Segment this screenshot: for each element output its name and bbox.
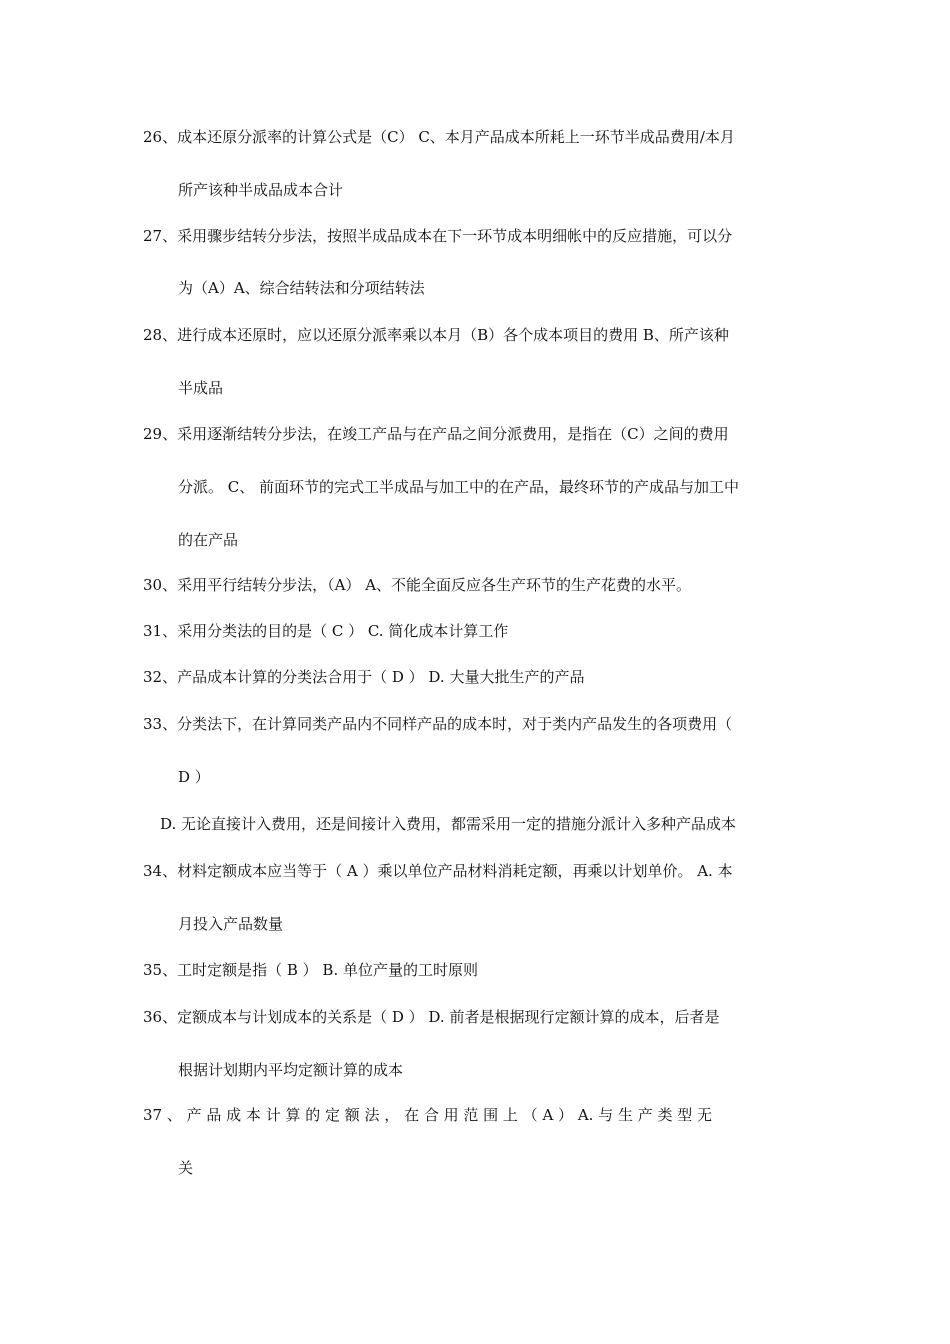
q31-line1: 31、采用分类法的目的是（ C ） C. 简化成本计算工作 <box>143 622 509 640</box>
q34-line2: 月投入产品数量 <box>178 915 284 933</box>
q36-line2: 根据计划期内平均定额计算的成本 <box>178 1061 404 1079</box>
q37-line2: 关 <box>178 1159 194 1177</box>
q35-line1: 35、工时定额是指（ B ） B. 单位产量的工时原则 <box>143 961 478 979</box>
q34-line1: 34、材料定额成本应当等于（ A ）乘以单位产品材料消耗定额，再乘以计划单价。 A. 本 <box>143 862 733 880</box>
q26-line1: 26、成本还原分派率的计算公式是（C） C、本月产品成本所耗上一环节半成品费用/本月 <box>143 128 735 146</box>
q29-line3: 的在产品 <box>178 531 239 549</box>
q32-line1: 32、产品成本计算的分类法合用于（ D ） D. 大量大批生产的产品 <box>143 668 585 686</box>
q29-line1: 29、采用逐渐结转分步法，在竣工产品与在产品之间分派费用，是指在（C）之间的费用 <box>143 425 729 443</box>
q27-line2: 为（A）A、综合结转法和分项结转法 <box>178 279 425 297</box>
q33-line1: 33、分类法下，在计算同类产品内不同样产品的成本时，对于类内产品发生的各项费用（ <box>143 715 733 733</box>
q33-line3: D. 无论直接计入费用，还是间接计入费用，都需采用一定的措施分派计入多种产品成本 <box>160 815 737 833</box>
q28-line1: 28、进行成本还原时，应以还原分派率乘以本月（B）各个成本项目的费用 B、所产该种 <box>143 326 729 344</box>
q33-line2: D ） <box>178 768 210 786</box>
q36-line1: 36、定额成本与计划成本的关系是（ D ） D. 前者是根据现行定额计算的成本，后者是 <box>143 1008 720 1026</box>
q27-line1: 27、采用骤步结转分步法，按照半成品成本在下一环节成本明细帐中的反应措施，可以分 <box>143 227 733 245</box>
q30-line1: 30、采用平行结转分步法，（A） A、不能全面反应各生产环节的生产花费的水平。 <box>143 576 692 594</box>
q37-line1: 37 、 产 品 成 本 计 算 的 定 额 法 ， 在 合 用 范 围 上 （ A ） A. 与 生 产 类 型 无 <box>143 1106 713 1124</box>
q28-line2: 半成品 <box>178 379 224 397</box>
q29-line2: 分派。 C、 前面环节的完式工半成品与加工中的在产品，最终环节的产成品与加工中 <box>178 478 740 496</box>
q26-line2: 所产该种半成品成本合计 <box>178 181 344 199</box>
